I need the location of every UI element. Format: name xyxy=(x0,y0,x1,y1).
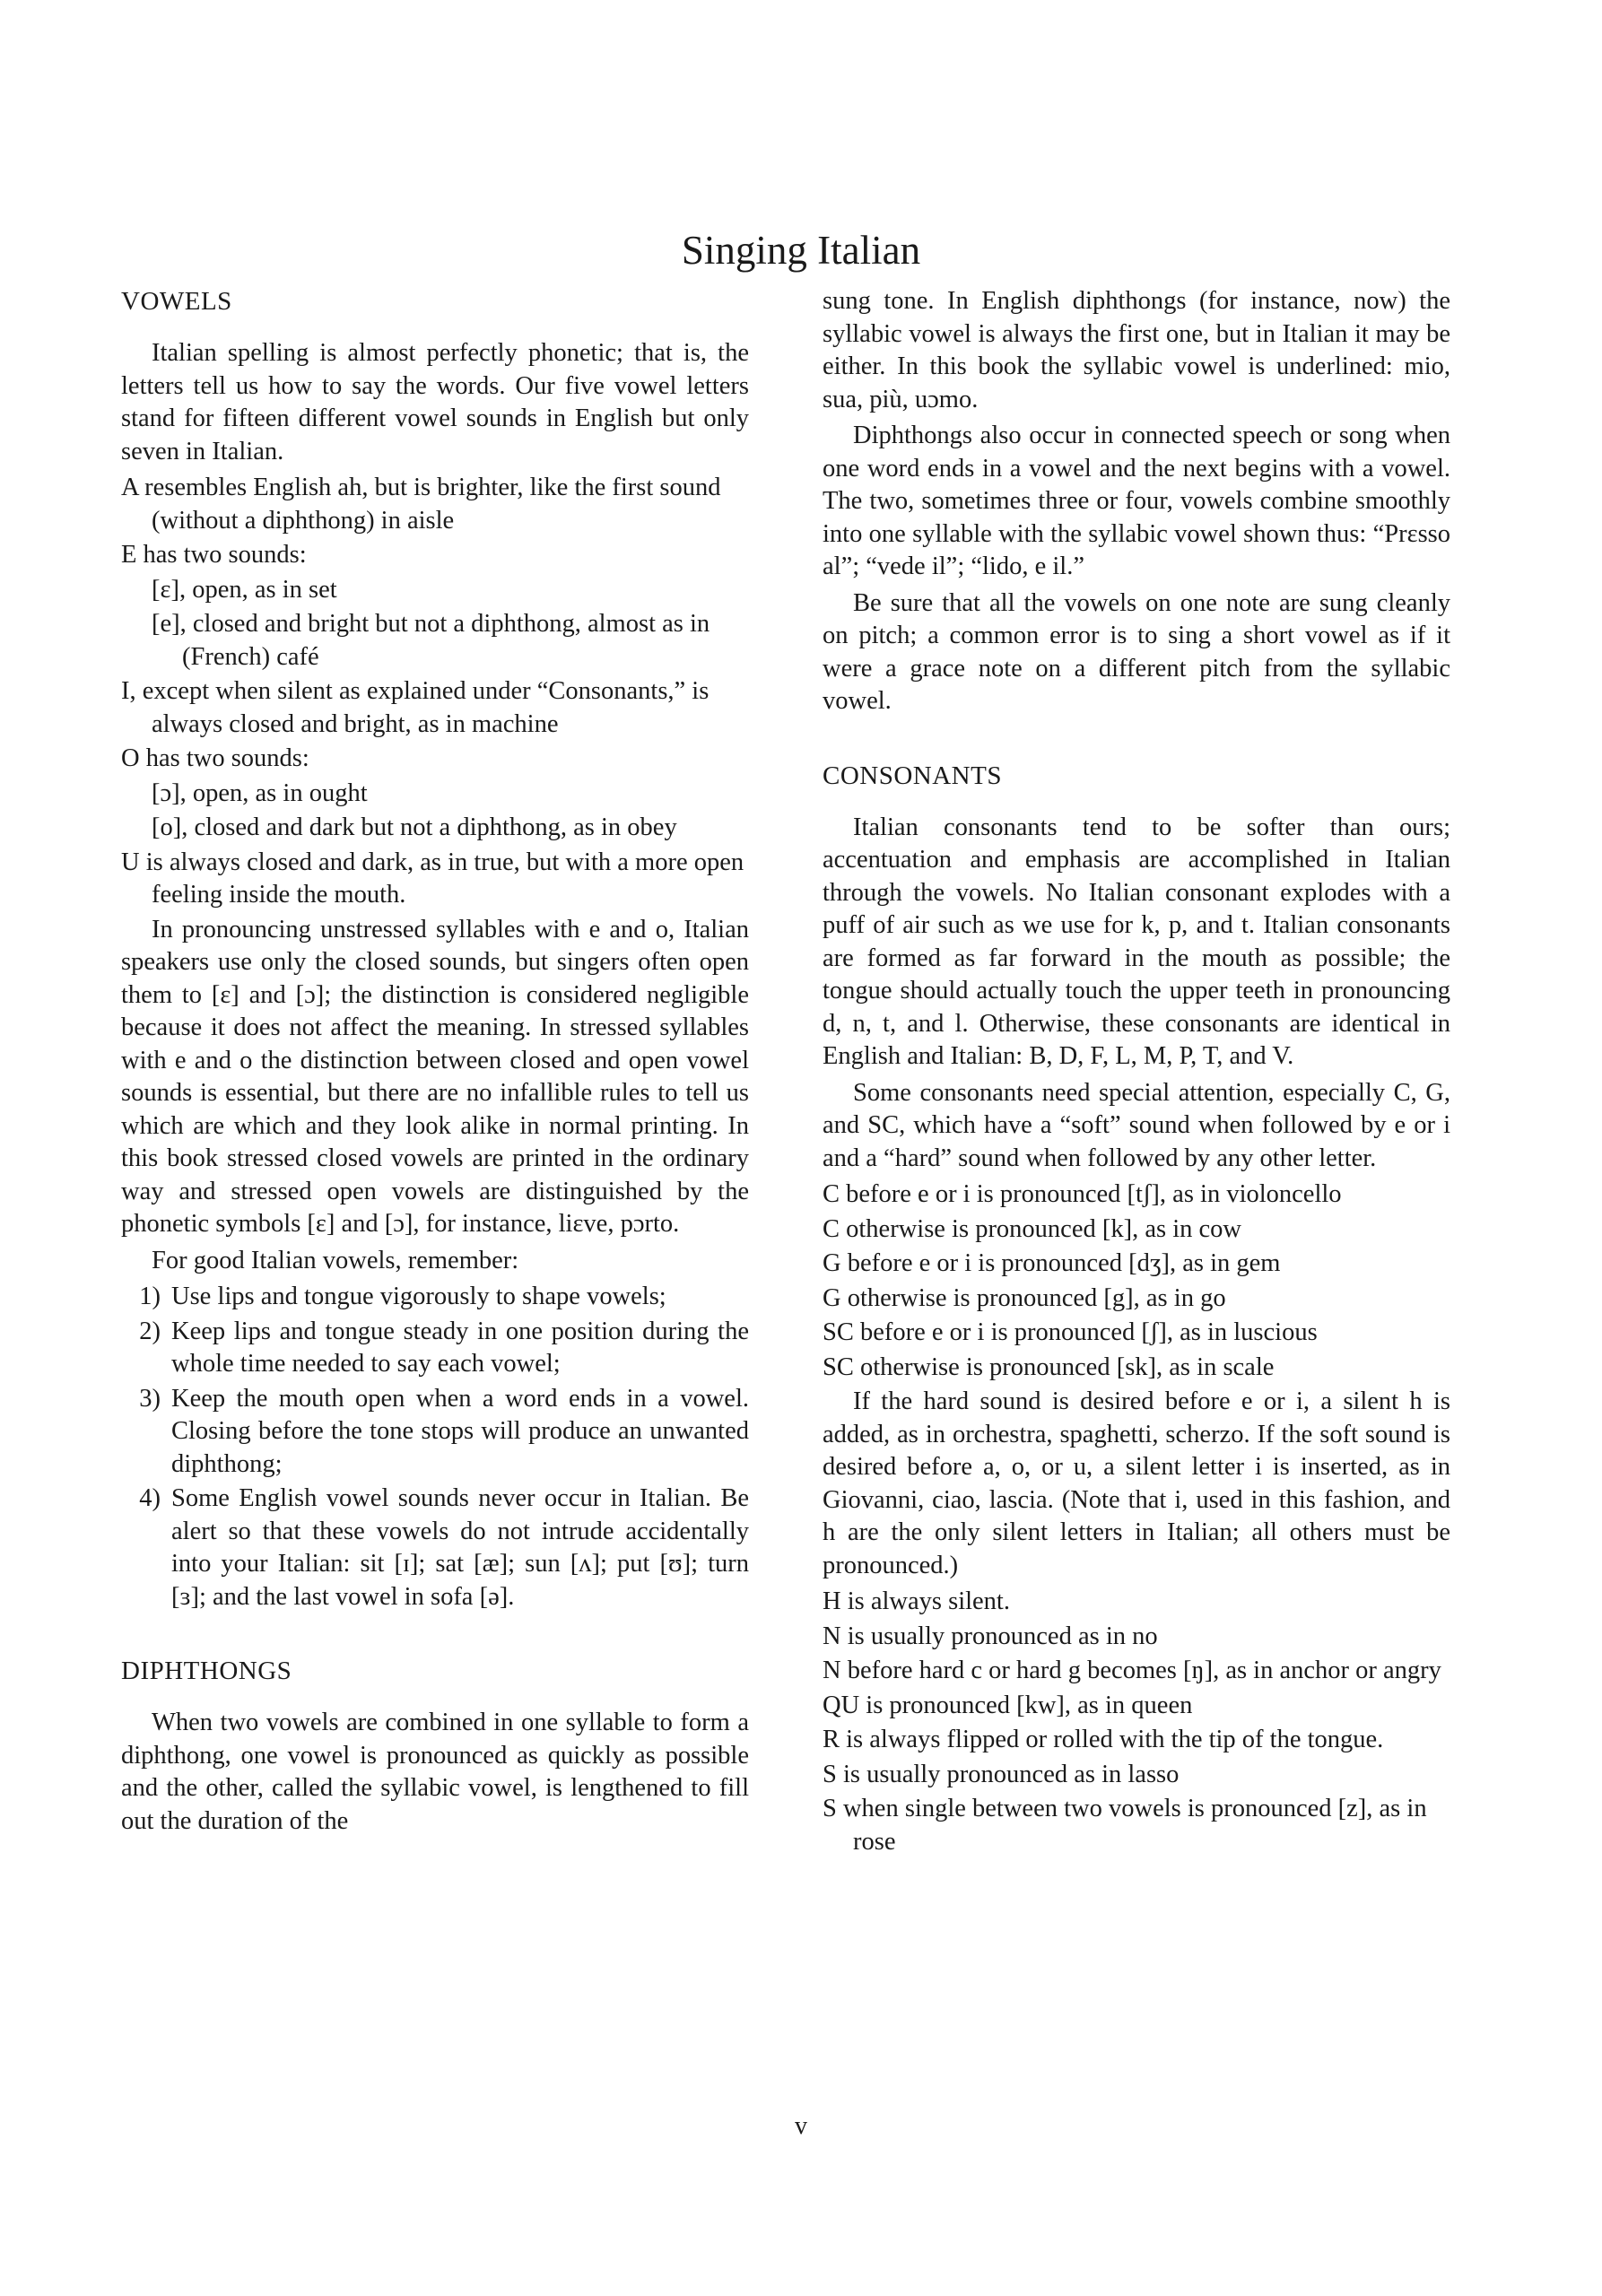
silent-letters-paragraph: If the hard sound is desired before e or i, a silent h is added, as in orchestra, spaghetti, scherzo. If the soft sound is desired before a, o, or u, a silent letter i is inserted, as in Giovanni, ciao, lascia. (Note that i, used in this fashion, and h are the only silent letters in Italian; all others must be pronounced.) xyxy=(823,1387,1450,1579)
consonant-rule: SC before e or i is pronounced [ʃ], as in luscious xyxy=(823,1318,1318,1346)
consonant-rule: N before hard c or hard g becomes [ŋ], as in anchor or angry xyxy=(823,1657,1441,1684)
vowels-intro-paragraph: Italian spelling is almost perfectly phonetic; that is, the letters tell us how to say the words. Our five vowel letters stand for fifteen different vowel sounds in English but only seven in Italian. xyxy=(121,339,749,465)
page-number: v xyxy=(795,2112,807,2140)
consonants-intro-paragraph: Italian consonants tend to be softer than ours; accentuation and emphasis are accomplished in Italian through the vowels. No Italian consonant explodes with a puff of air such as we use for k, p, and t. Italian consonants are formed as far forward in the mouth as possible; the tongue should actually touch the upper teeth in pronouncing d, n, t, and l. Otherwise, these consonants are identical in English and Italian: B, D, F, L, M, P, T, and V. xyxy=(823,813,1450,1070)
vowel-o-closed: [o], closed and dark but not a diphthong, as in obey xyxy=(152,813,677,841)
diphthongs-paragraph-continued: sung tone. In English diphthongs (for instance, now) the syllabic vowel is always the first one, but in Italian it may be either. In this book the syllabic vowel is underlined: mio, sua, più, uɔmo. xyxy=(823,287,1450,413)
consonant-rule: C before e or i is pronounced [tʃ], as in violoncello xyxy=(823,1180,1342,1208)
vowel-entry-o: O has two sounds: xyxy=(121,744,309,772)
consonant-rule: SC otherwise is pronounced [sk], as in scale xyxy=(823,1352,1275,1381)
diphthongs-pitch-paragraph: Be sure that all the vowels on one note are sung cleanly on pitch; a common error is to sing a short vowel as if it were a grace note on a different pitch from the syllabic vowel. xyxy=(823,588,1450,715)
right-column xyxy=(823,285,1450,1860)
tip-text: Keep lips and tongue steady in one position during the whole time needed to say each vowel; xyxy=(171,1317,749,1378)
section-heading-vowels: VOWELS xyxy=(121,287,232,316)
tip-text: Some English vowel sounds never occur in Italian. Be alert so that these vowels do not intrude accidentally into your Italian: sit [ɪ]; sat [æ]; sun [ʌ]; put [ʊ]; turn [ɜ]; and the last vowel in sofa [ə]. xyxy=(171,1484,749,1611)
tip-text: Keep the mouth open when a word ends in a vowel. Closing before the tone stops will produce an unwanted diphthong; xyxy=(171,1384,749,1478)
vowel-o-open: [ɔ], open, as in ought xyxy=(152,778,368,807)
vowel-tip-item xyxy=(121,1316,749,1381)
tip-text: Use lips and tongue vigorously to shape vowels; xyxy=(171,1283,666,1310)
tip-number: 4) xyxy=(139,1484,161,1512)
vowel-entry-u: U is always closed and dark, as in true, but with a more open feeling inside the mouth. xyxy=(121,848,744,909)
unstressed-syllables-paragraph: In pronouncing unstressed syllables with e and o, Italian speakers use only the closed sounds, but singers often open them to [ɛ] and [ɔ]; the distinction is considered negligible because it does not affect the meaning. In stressed syllables with e and o the distinction between closed and open vowel sounds is essential, but there are no infallible rules to tell us which are which and they look alike in normal printing. In this book stressed closed vowels are printed in the ordinary way and stressed open vowels are distinguished by the phonetic symbols [ɛ] and [ɔ], for instance, liɛve, pɔrto. xyxy=(121,915,749,1238)
vowel-e-closed: [e], closed and bright but not a diphthong, almost as in (French) café xyxy=(152,610,710,671)
consonant-rule: G before e or i is pronounced [dʒ], as in gem xyxy=(823,1249,1281,1277)
consonant-rule: N is usually pronounced as in no xyxy=(823,1622,1158,1650)
consonant-rule: S when single between two vowels is pronounced [z], as in rose xyxy=(823,1795,1427,1856)
vowel-tip-item xyxy=(121,1383,749,1482)
page-title: Singing Italian xyxy=(681,228,921,273)
tip-number: 1) xyxy=(139,1283,161,1310)
vowel-entry-a: A resembles English ah, but is brighter, like the first sound (without a diphthong) in aisle xyxy=(121,474,721,535)
consonant-rule: C otherwise is pronounced [k], as in cow xyxy=(823,1214,1241,1243)
section-heading-consonants: CONSONANTS xyxy=(823,761,1002,790)
diphthongs-connected-speech-paragraph: Diphthongs also occur in connected speech or song when one word ends in a vowel and the next begins with a vowel. The two, sometimes three or four, vowels combine smoothly into one syllable with the syllabic vowel shown thus: “Prɛsso al”; “vede il”; “lido, e il.” xyxy=(823,422,1450,580)
vowel-entry-i: I, except when silent as explained under “Consonants,” is always closed and bright, as in machine xyxy=(121,677,710,738)
consonant-rule: G otherwise is pronounced [g], as in go xyxy=(823,1283,1226,1312)
left-column xyxy=(121,285,749,1841)
tip-number: 3) xyxy=(139,1384,161,1413)
vowel-tips-intro: For good Italian vowels, remember: xyxy=(152,1246,519,1274)
diphthongs-paragraph-start: When two vowels are combined in one syllable to form a diphthong, one vowel is pronounced as quickly as possible and the other, called the syllabic vowel, is lengthened to fill out the duration of the xyxy=(121,1709,749,1835)
consonant-rule: QU is pronounced [kw], as in queen xyxy=(823,1691,1193,1719)
consonant-rule: S is usually pronounced as in lasso xyxy=(823,1760,1180,1788)
consonants-special-paragraph: Some consonants need special attention, especially C, G, and SC, which have a “soft” sound when followed by e or i and a “hard” sound when followed by any other letter. xyxy=(823,1078,1450,1172)
vowel-e-open: [ɛ], open, as in set xyxy=(152,575,337,604)
vowel-tips-list xyxy=(121,1281,749,1613)
vowel-tip-item xyxy=(121,1483,749,1613)
tip-number: 2) xyxy=(139,1317,161,1345)
vowel-entry-e: E has two sounds: xyxy=(121,541,307,569)
vowel-tip-item xyxy=(121,1281,749,1314)
consonant-rule: H is always silent. xyxy=(823,1587,1010,1615)
consonant-rule: R is always flipped or rolled with the tip of the tongue. xyxy=(823,1726,1384,1753)
section-heading-diphthongs: DIPHTHONGS xyxy=(121,1657,292,1685)
